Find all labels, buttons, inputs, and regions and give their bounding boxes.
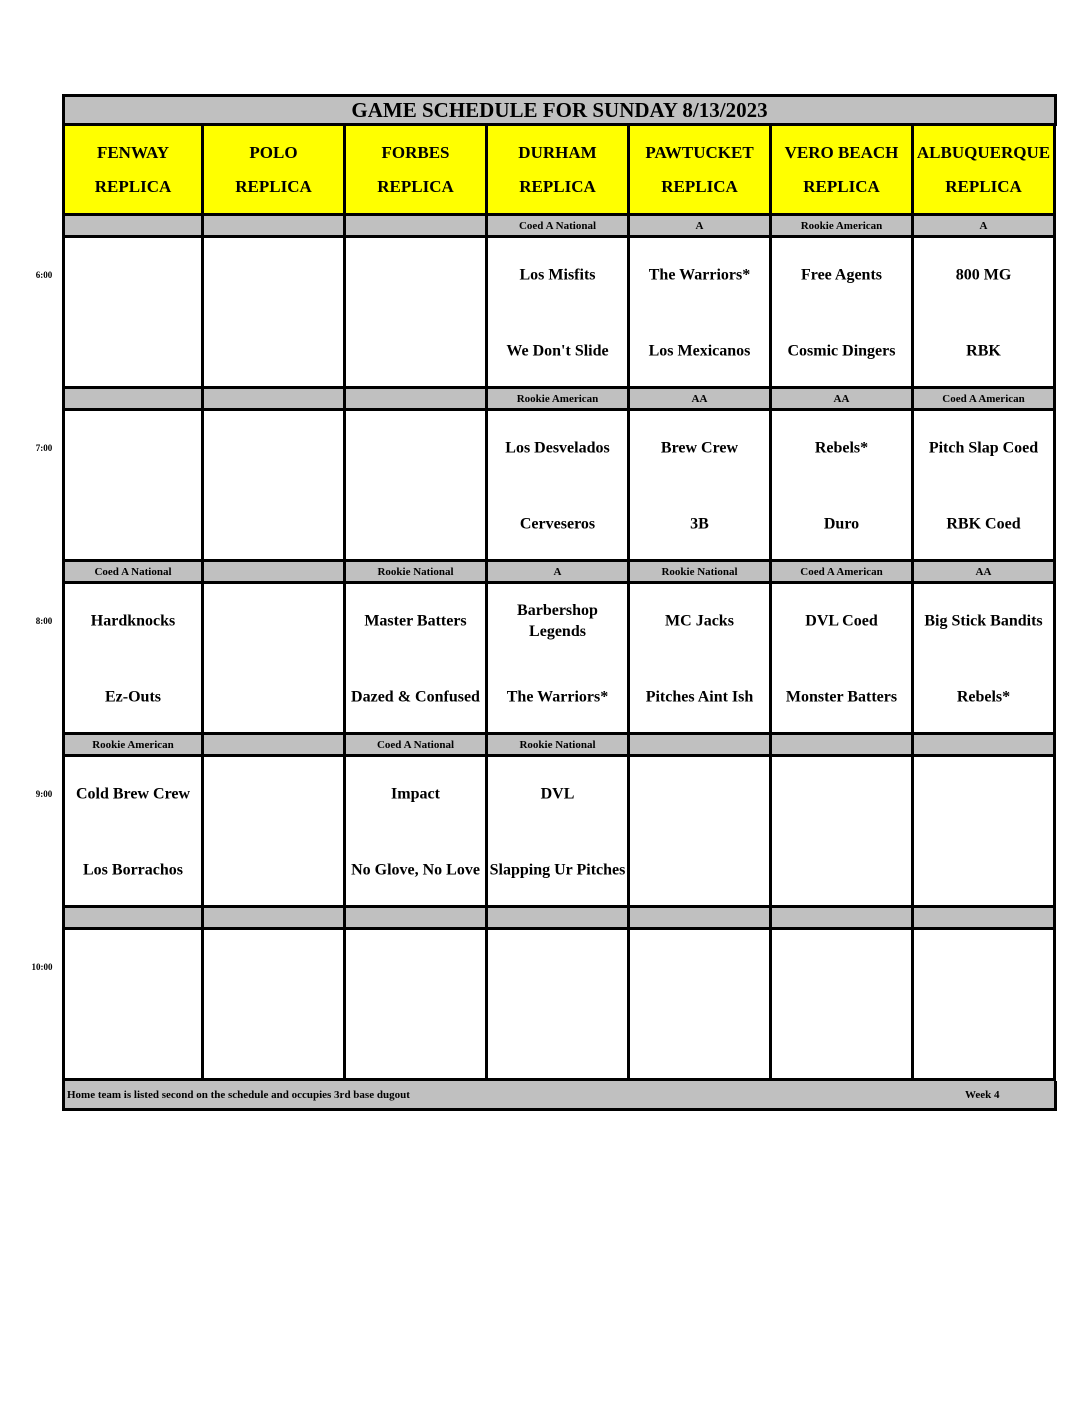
division-label: Rookie National xyxy=(488,735,630,757)
game-cell xyxy=(346,757,488,908)
field-sub: REPLICA xyxy=(661,176,738,196)
field-sub: REPLICA xyxy=(235,176,312,196)
game-cell xyxy=(914,238,1056,389)
game-cell xyxy=(630,584,772,735)
game-cell xyxy=(630,757,772,908)
game-cell xyxy=(772,930,914,1081)
game-cell xyxy=(346,584,488,735)
home-team-note: Home team is listed second on the schedule and occupies 3rd base dugout xyxy=(67,1089,410,1101)
home-team: RBK xyxy=(966,342,1001,360)
field-name: FENWAY xyxy=(96,142,170,162)
home-team: The Warriors* xyxy=(506,688,609,706)
game-row xyxy=(62,584,1057,735)
away-team: DVL Coed xyxy=(805,612,878,630)
division-label xyxy=(914,735,1056,757)
division-row xyxy=(62,216,1057,238)
division-label xyxy=(772,735,914,757)
game-cell xyxy=(630,238,772,389)
home-team: Pitches Aint Ish xyxy=(645,688,754,706)
division-label: AA xyxy=(772,389,914,411)
division-label: A xyxy=(488,562,630,584)
field-header-5 xyxy=(772,126,914,216)
game-cell xyxy=(488,757,630,908)
game-cell xyxy=(914,584,1056,735)
division-label: Coed A American xyxy=(914,389,1056,411)
game-cell xyxy=(62,238,204,389)
division-label xyxy=(488,908,630,930)
field-name: FORBES xyxy=(381,142,450,162)
home-team: Monster Batters xyxy=(785,688,898,706)
field-header-row xyxy=(62,126,1057,216)
division-label: AA xyxy=(914,562,1056,584)
away-team: Big Stick Bandits xyxy=(924,612,1043,630)
game-row xyxy=(62,757,1057,908)
division-label xyxy=(630,908,772,930)
game-cell xyxy=(772,584,914,735)
game-cell xyxy=(914,411,1056,562)
time-label: 6:00 xyxy=(35,270,53,280)
home-team: We Don't Slide xyxy=(506,342,609,360)
away-team: Impact xyxy=(391,785,440,803)
division-label: A xyxy=(630,216,772,238)
division-label: Rookie American xyxy=(772,216,914,238)
game-cell xyxy=(204,238,346,389)
division-label xyxy=(62,389,204,411)
division-row xyxy=(62,562,1057,584)
away-team: Hardknocks xyxy=(90,612,176,630)
week-label: Week 4 xyxy=(965,1089,1000,1101)
field-sub: REPLICA xyxy=(803,176,880,196)
time-label: 10:00 xyxy=(31,962,53,972)
time-label: 7:00 xyxy=(35,443,53,453)
division-label: Coed A National xyxy=(62,562,204,584)
field-header-0 xyxy=(62,126,204,216)
field-sub: REPLICA xyxy=(519,176,596,196)
division-label: Coed A American xyxy=(772,562,914,584)
division-label xyxy=(204,216,346,238)
game-cell xyxy=(346,930,488,1081)
division-label xyxy=(914,908,1056,930)
away-team: Barbershop Legends xyxy=(517,602,598,640)
game-cell xyxy=(62,757,204,908)
home-team: Dazed & Confused xyxy=(351,688,480,706)
away-team: Brew Crew xyxy=(660,439,739,457)
away-team: The Warriors* xyxy=(648,266,751,284)
division-label xyxy=(346,908,488,930)
field-name: POLO xyxy=(249,142,298,162)
game-cell xyxy=(914,930,1056,1081)
game-cell xyxy=(62,584,204,735)
field-header-3 xyxy=(488,126,630,216)
division-label xyxy=(630,735,772,757)
game-cell xyxy=(630,930,772,1081)
time-slots xyxy=(62,216,1057,1081)
away-team: Los Desvelados xyxy=(505,439,610,457)
division-label xyxy=(346,389,488,411)
footer-bar xyxy=(62,1081,1057,1111)
away-team: Los Misfits xyxy=(519,266,596,284)
field-header-4 xyxy=(630,126,772,216)
division-label xyxy=(62,216,204,238)
game-row xyxy=(62,930,1057,1081)
division-label: Rookie National xyxy=(346,562,488,584)
home-team: 3B xyxy=(690,515,709,533)
division-label: Coed A National xyxy=(488,216,630,238)
game-cell xyxy=(204,757,346,908)
game-cell xyxy=(630,411,772,562)
away-team: DVL xyxy=(540,785,575,803)
time-label: 9:00 xyxy=(35,789,53,799)
away-team: Rebels* xyxy=(814,439,869,457)
division-label xyxy=(346,216,488,238)
away-team: Free Agents xyxy=(800,266,882,284)
home-team: No Glove, No Love xyxy=(351,861,480,879)
home-team: Cosmic Dingers xyxy=(787,342,896,360)
game-cell xyxy=(488,584,630,735)
home-team: RBK Coed xyxy=(946,515,1021,533)
away-team: 800 MG xyxy=(955,266,1012,284)
field-header-2 xyxy=(346,126,488,216)
home-team: Duro xyxy=(823,515,860,533)
game-cell xyxy=(772,411,914,562)
division-row xyxy=(62,389,1057,411)
away-team: Cold Brew Crew xyxy=(75,785,191,803)
field-name: DURHAM xyxy=(518,142,597,162)
division-label xyxy=(62,908,204,930)
home-team: Cerveseros xyxy=(519,515,596,533)
division-label xyxy=(204,908,346,930)
game-cell xyxy=(346,411,488,562)
schedule-title: GAME SCHEDULE FOR SUNDAY 8/13/2023 xyxy=(62,94,1057,126)
game-cell xyxy=(914,757,1056,908)
game-cell xyxy=(488,930,630,1081)
division-label xyxy=(204,562,346,584)
game-cell xyxy=(204,411,346,562)
division-row xyxy=(62,908,1057,930)
field-header-1 xyxy=(204,126,346,216)
home-team: Los Borrachos xyxy=(83,861,183,879)
game-cell xyxy=(488,238,630,389)
field-header-6 xyxy=(914,126,1056,216)
time-label: 8:00 xyxy=(35,616,53,626)
game-row xyxy=(62,238,1057,389)
home-team: Rebels* xyxy=(956,688,1011,706)
game-cell xyxy=(346,238,488,389)
division-row xyxy=(62,735,1057,757)
division-label: Rookie National xyxy=(630,562,772,584)
division-label: Rookie American xyxy=(488,389,630,411)
division-label: A xyxy=(914,216,1056,238)
field-name: PAWTUCKET xyxy=(645,142,754,162)
home-team: Los Mexicanos xyxy=(648,342,751,360)
field-sub: REPLICA xyxy=(945,176,1022,196)
home-team: Slapping Ur Pitches xyxy=(489,861,626,879)
home-team: Ez-Outs xyxy=(105,688,161,706)
division-label: Coed A National xyxy=(346,735,488,757)
game-cell xyxy=(488,411,630,562)
away-team: Master Batters xyxy=(364,612,467,630)
game-cell xyxy=(772,238,914,389)
game-cell xyxy=(204,584,346,735)
game-cell xyxy=(62,930,204,1081)
field-sub: REPLICA xyxy=(94,176,172,196)
division-label: AA xyxy=(630,389,772,411)
field-name: ALBUQUERQUE xyxy=(916,142,1051,162)
schedule-table xyxy=(62,94,1057,1111)
game-cell xyxy=(772,757,914,908)
field-name: VERO BEACH xyxy=(784,142,899,162)
game-row xyxy=(62,411,1057,562)
away-team: Pitch Slap Coed xyxy=(928,439,1039,457)
division-label xyxy=(204,389,346,411)
away-team: MC Jacks xyxy=(665,612,734,630)
division-label: Rookie American xyxy=(62,735,204,757)
game-cell xyxy=(62,411,204,562)
game-cell xyxy=(204,930,346,1081)
field-sub: REPLICA xyxy=(377,176,454,196)
division-label xyxy=(772,908,914,930)
division-label xyxy=(204,735,346,757)
